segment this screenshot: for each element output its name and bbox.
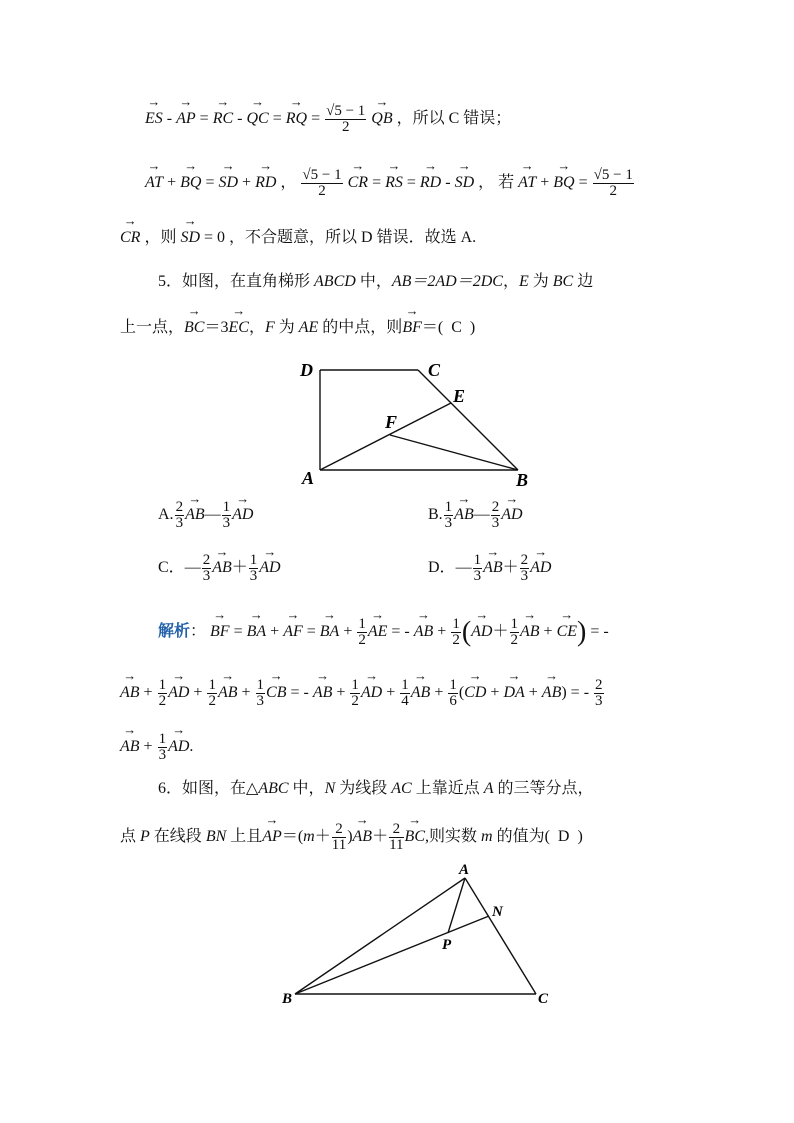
answer-choice: C	[451, 319, 462, 336]
label-f: F	[385, 412, 398, 432]
vec: → BQ	[180, 171, 201, 193]
text: 若	[498, 174, 515, 192]
op: =	[570, 684, 580, 702]
q5-option-b[interactable]	[428, 500, 523, 531]
var: A	[483, 780, 494, 797]
answer-choice: D	[557, 828, 570, 846]
op: ＋	[314, 828, 331, 846]
op: +	[386, 684, 396, 702]
fraction: $\frac{1}{2}$	[158, 677, 167, 709]
vec: → CD	[464, 681, 486, 703]
vec: → CR	[348, 171, 368, 193]
text: ＝(	[281, 828, 304, 846]
var: E	[518, 273, 529, 290]
op: —	[204, 506, 221, 524]
vec: → AP	[262, 825, 282, 847]
op: +	[540, 174, 550, 192]
fraction: $\frac{1}{3}$	[158, 731, 167, 763]
var: AC	[391, 780, 412, 797]
text: 的中点，则	[318, 319, 403, 336]
text: ，所以 C 错误；	[396, 110, 512, 128]
text: 为线段	[335, 780, 392, 797]
vec: → RQ	[286, 107, 307, 129]
vec: → ES	[145, 107, 163, 129]
fraction: $\frac{√5 - 1}{2}$	[326, 103, 366, 135]
op: —	[184, 559, 201, 577]
op: =	[205, 174, 215, 192]
label-e: E	[453, 386, 466, 406]
op: —	[473, 506, 490, 524]
prev-line-1	[145, 104, 511, 135]
label-a: A	[459, 862, 470, 878]
option-label: D．	[428, 559, 456, 577]
op: +	[490, 684, 500, 702]
op: +	[193, 684, 203, 702]
op: +	[143, 738, 153, 756]
text: ，	[248, 319, 265, 336]
op: =	[233, 623, 243, 641]
label-b: B	[516, 470, 529, 490]
q5-option-a[interactable]	[158, 500, 253, 531]
op: =	[306, 623, 316, 641]
var: ABCD	[314, 273, 356, 290]
op: .	[189, 738, 194, 756]
vec: → AF	[283, 620, 303, 642]
vec: → AB	[120, 735, 140, 757]
vec: → BA	[247, 620, 267, 642]
op: =	[272, 110, 282, 128]
op: +	[143, 684, 153, 702]
op: =	[590, 623, 600, 641]
vec: → SD	[180, 226, 200, 248]
q5-solution-line-1	[158, 617, 609, 648]
fraction: $\frac{1}{3}$	[222, 499, 231, 531]
question-number: 5．	[158, 273, 183, 290]
text: 上且	[226, 828, 263, 846]
vec: → AD	[232, 504, 253, 524]
op: -	[404, 623, 410, 641]
q6-stem-line-1	[158, 779, 594, 799]
q6-stem-line-2	[120, 822, 583, 853]
vec: → BQ	[553, 171, 574, 193]
fraction: $\frac{1}{4}$	[401, 677, 409, 709]
vec: → EC	[228, 316, 248, 338]
vec: → RC	[213, 107, 233, 129]
vec: → AB	[542, 681, 562, 703]
text: 为	[274, 319, 299, 336]
fraction: $\frac{2}{3}$	[491, 499, 500, 531]
label-a: A	[302, 468, 315, 488]
fraction: $\frac{2}{3}$	[595, 677, 603, 709]
text: = 0 ，不合题意，所以 D 错误．故选 A.	[204, 229, 477, 246]
vec: → CB	[266, 681, 286, 703]
option-label: A.	[158, 506, 174, 524]
solution-label: 解析	[158, 623, 191, 641]
q5-option-c[interactable]	[158, 553, 281, 584]
vec: → QC	[246, 107, 268, 129]
var: N	[324, 780, 336, 797]
vec: → AP	[176, 107, 196, 129]
text: ，	[478, 174, 495, 192]
option-label: B.	[428, 506, 443, 524]
vec: → AB	[520, 620, 540, 642]
text: 的三等分点，	[493, 780, 594, 797]
option-label: C．	[158, 559, 185, 577]
text: 点	[120, 828, 141, 846]
op: +	[343, 623, 353, 641]
segment-ap	[448, 878, 465, 933]
paren: )	[561, 684, 567, 702]
label-c: C	[428, 360, 441, 380]
op: -	[237, 110, 243, 128]
text: ,则实数	[425, 828, 482, 846]
vec: → BF	[402, 316, 422, 338]
vec: → AB	[218, 681, 238, 703]
prev-line-2	[145, 168, 635, 199]
op: -	[603, 623, 609, 641]
op: =	[290, 684, 300, 702]
text: ＝(	[421, 319, 444, 336]
op: =	[199, 110, 209, 128]
vec: → AB	[414, 620, 434, 642]
fraction: $\frac{2}{3}$	[202, 552, 211, 584]
vec: → SD	[218, 171, 238, 193]
op: -	[303, 684, 309, 702]
text: ，	[280, 174, 297, 192]
vec: → BA	[320, 620, 340, 642]
vec: → AD	[168, 681, 189, 703]
var: m	[481, 828, 493, 846]
op: +	[241, 684, 251, 702]
fraction: $\frac{1}{2}$	[510, 616, 518, 648]
label-b: B	[282, 991, 293, 1007]
var: m	[303, 828, 315, 846]
edge-cb	[418, 370, 518, 470]
var: P	[140, 828, 150, 846]
var: ABC	[258, 780, 289, 797]
text: 中，	[288, 780, 325, 797]
text: 上靠近点	[411, 780, 484, 797]
fraction: $\frac{1}{2}$	[351, 677, 359, 709]
op: ＋	[231, 559, 248, 577]
label-n: N	[492, 904, 503, 920]
vec: → AD	[530, 557, 551, 577]
op: +	[437, 623, 447, 641]
vec: → SD	[455, 171, 475, 193]
fraction: $\frac{2}{3}$	[520, 552, 529, 584]
text: 如图，在直角梯形	[182, 273, 315, 290]
op: =	[311, 110, 321, 128]
op: ＋	[502, 559, 519, 577]
q5-trapezoid-figure	[290, 352, 540, 492]
fraction: $\frac{1}{2}$	[358, 616, 366, 648]
vec: → RS	[385, 171, 403, 193]
fraction: $\frac{1}{6}$	[449, 677, 457, 709]
fraction: $\frac{1}{2}$	[208, 677, 216, 709]
vec: → AB	[411, 681, 431, 703]
fraction: $\frac{1}{3}$	[249, 552, 258, 584]
fraction: $\frac{1}{3}$	[444, 499, 453, 531]
vec: → AD	[361, 681, 382, 703]
paren: (	[458, 684, 465, 702]
text: 如图，在△	[182, 780, 259, 797]
vec: → AD	[501, 504, 522, 524]
fraction: $\frac{√5 - 1}{2}$	[302, 167, 342, 199]
vec: → AD	[471, 620, 492, 642]
label-d: D	[300, 360, 313, 380]
op: +	[167, 174, 177, 192]
op: ＋	[492, 623, 509, 641]
vec: → RD	[420, 171, 441, 193]
vec: → QB	[371, 107, 392, 129]
vec: → AB	[120, 681, 140, 703]
op: =	[372, 174, 382, 192]
vec: → BC	[184, 316, 204, 338]
text: ，	[502, 273, 519, 290]
var: F	[264, 319, 275, 336]
op: +	[528, 684, 538, 702]
vec: → AB	[353, 825, 373, 847]
vec: → AB	[212, 557, 232, 577]
op: +	[336, 684, 346, 702]
prev-line-3	[120, 226, 476, 248]
paren: )	[347, 828, 353, 846]
text: 上一点，	[120, 319, 185, 336]
question-number: 6．	[158, 780, 183, 797]
text: 中，	[355, 273, 392, 290]
text: ，则	[144, 229, 177, 246]
fraction: $\frac{1}{3}$	[473, 552, 482, 584]
vec: → AD	[168, 735, 189, 757]
paren: )	[577, 616, 587, 648]
q5-solution-line-2	[120, 678, 605, 709]
paren: (	[461, 616, 472, 648]
vec: → AD	[259, 557, 280, 577]
vec: → AB	[454, 504, 474, 524]
q5-stem-line-2	[120, 316, 475, 338]
edge-ac	[465, 878, 536, 994]
op: -	[166, 110, 173, 128]
fraction: $\frac{1}{2}$	[452, 616, 460, 648]
vec: → AB	[483, 557, 503, 577]
fraction: $\frac{2}{11}$	[389, 821, 404, 853]
op: +	[543, 623, 553, 641]
vec: → RD	[255, 171, 276, 193]
op: +	[434, 684, 444, 702]
var: BN	[205, 828, 227, 846]
op: =	[578, 174, 588, 192]
fraction: $\frac{2}{11}$	[331, 821, 347, 853]
label-c: C	[538, 991, 549, 1007]
var: AE	[298, 319, 319, 336]
text: ＝3	[204, 319, 229, 336]
text: ：	[190, 623, 207, 641]
fraction: $\frac{√5 - 1}{2}$	[593, 167, 633, 199]
q5-stem-line-1	[158, 272, 593, 292]
op: —	[455, 559, 472, 577]
op: =	[406, 174, 416, 192]
op: -	[583, 684, 590, 702]
label-p: P	[442, 937, 452, 953]
vec: → AE	[368, 620, 388, 642]
q5-solution-line-3	[120, 732, 193, 763]
var: AB＝2AD＝2DC	[391, 273, 503, 290]
text: 边	[573, 273, 594, 290]
text: 的值为(	[492, 828, 550, 846]
segment-bf	[390, 435, 518, 470]
vec: → AT	[518, 171, 536, 193]
vec: → AB	[313, 681, 333, 703]
op: ＋	[372, 828, 389, 846]
vec: → AB	[185, 504, 205, 524]
text: 为	[528, 273, 553, 290]
q6-triangle-figure	[270, 858, 570, 1018]
vec: → CE	[557, 620, 577, 642]
text: )	[469, 319, 476, 336]
fraction: $\frac{1}{3}$	[256, 677, 265, 709]
op: +	[242, 174, 252, 192]
vec: → DA	[503, 681, 524, 703]
op: -	[445, 174, 451, 192]
vec: → BC	[405, 825, 425, 847]
text: 在线段	[149, 828, 206, 846]
vec: → BF	[210, 620, 230, 642]
vec: → CR	[120, 226, 140, 248]
var: BC	[552, 273, 574, 290]
fraction: $\frac{2}{3}$	[175, 499, 184, 531]
q5-option-d[interactable]	[428, 553, 551, 584]
text: )	[577, 828, 583, 846]
vec: → AT	[145, 171, 163, 193]
op: +	[270, 623, 280, 641]
op: =	[391, 623, 401, 641]
